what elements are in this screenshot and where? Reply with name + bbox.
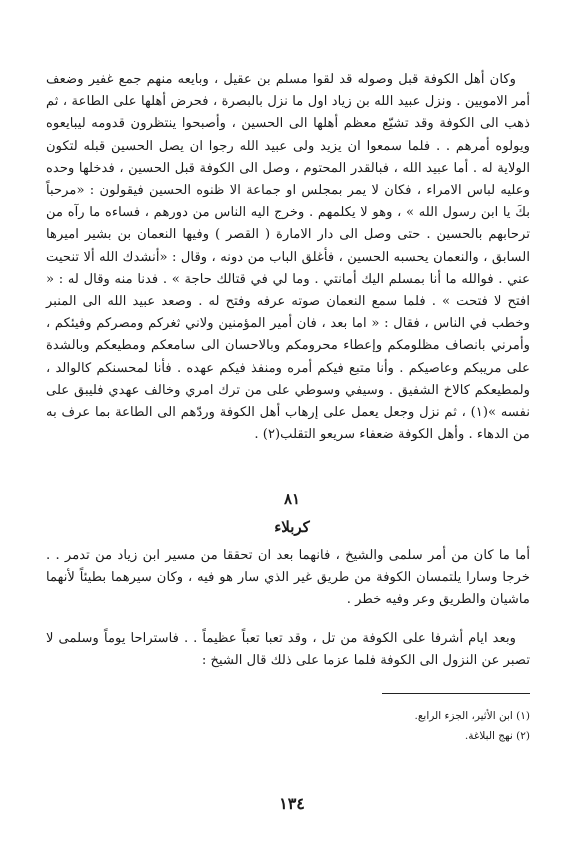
body-paragraph: أما ما كان من أمر سلمى والشيخ ، فانهما بعد ان تحققا من مسير ابن زياد من تدمر . . خرجا وسارا يلتمسان الكوفة من طريق غير الذي سار هو فيه ، وكان سيرهما بطيئاً لأنهما ماشيان والطريق وعر وفيه خطر . <box>46 548 530 608</box>
section-number: ٨١ <box>283 490 301 508</box>
footnotes <box>46 706 530 746</box>
body-paragraph: وكان أهل الكوفة قبل وصوله قد لقوا مسلم بن عقيل ، وبايعه منهم جمع غفير وضعف أمر الامويين . ونزل عبيد الله بن زياد اول ما نزل بالبصرة ، فحرض أهلها على الطاعة ، ثم ذهب الى الكوفة وقد تشيّع معظم أهلها الى الحسين ، وأصبحوا ينتظرون قدومه ليبايعوه ويولوه أمرهم . . فلما سمعوا ان يزيد ولى عبيد الله رجوا ان يصل الحسين قبله لتكون الولاية له . أما عبيد الله ، فبالقدر المحتوم ، وصل الى الكوفة قبل الحسين ، فدخلها وحده وعليه لباس الامراء ، فكان لا يمر بمجلس او جماعة الا ظنوه الحسين فيقولون : «مرحباً بكَ يا ابن رسول الله » ، وهو لا يكلمهم . وخرج اليه الناس من دورهم ، فساءه ما رآه من ترحابهم بالحسين . حتى وصل الى دار الامارة ( القصر ) وفيها النعمان بن بشير اميرها السابق ، والنعمان يحسبه الحسين ، فأغلق الباب من دونه ، وقال : «أنشدك الله ألا تنحيت عني . فوالله ما أنا بمسلم اليك أمانتي . وما لي في قتالك حاجة » . فدنا منه وقال له : « افتح لا فتحت » . فلما سمع النعمان صوته عرفه وفتح له . وصعد عبيد الله الى المنبر وخطب في الناس ، فقال : « اما بعد ، فان أمير المؤمنين ولاني ثغركم ومصركم وفيئكم ، وأمرني بانصاف مظلومكم وإعطاء محرومكم وبالاحسان الى سامعكم ومطيعكم وبالشدة على مريبكم وعاصيكم . وأنا متبع فيكم أمره ومنفذ فيكم عهده . فأنا لمحسنكم كالوالد ، ولمطيعكم كالاخ الشفيق . وسيفي وسوطي على من ترك امري وخالف عهدي فليبق على نفسه »(١) ، ثم نزل وجعل يعمل على إرهاب أهل الكوفة وردّهم الى الطاعة بما عرف به من الدهاء . وأهل الكوفة ضعفاء سريعو التقلب(٢) . <box>46 72 530 443</box>
footnote-divider <box>382 693 530 694</box>
body-paragraph: وبعد ايام أشرفا على الكوفة من تل ، وقد تعبا تعباً عظيماً . . فاستراحا يوماً وسلمى لا تصبر عن النزول الى الكوفة فلما عزما على ذلك قال الشيخ : <box>46 631 530 669</box>
section-title: كربلاء <box>274 518 310 536</box>
footnote: (١) ابن الأثير، الجزء الرابع. <box>414 710 530 722</box>
page-number: ١٣٤ <box>279 794 305 813</box>
footnote: (٢) نهج البلاغة. <box>464 730 530 742</box>
